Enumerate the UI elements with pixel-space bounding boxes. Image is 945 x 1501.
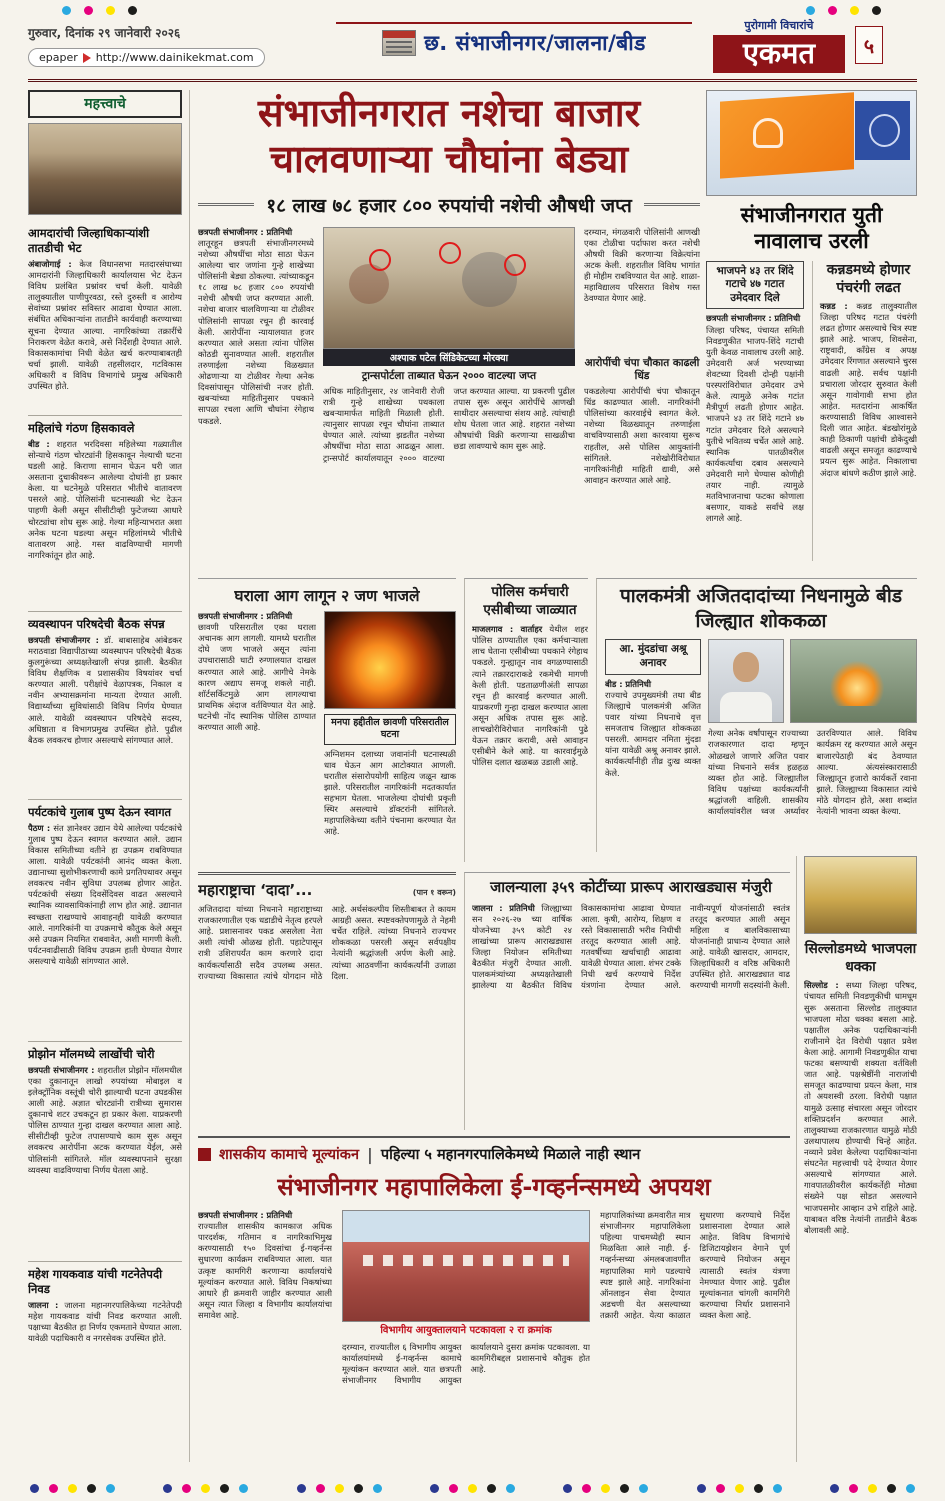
story-headline: व्यवस्थापन परिषदेची बैठक संपन्न xyxy=(28,616,165,631)
dateline: अंबाजोगाई : xyxy=(28,258,72,269)
alliance-headline: संभाजीनगरात युती नावालाच उरली xyxy=(740,203,883,254)
kicker-logo-icon xyxy=(198,1148,211,1161)
header-right xyxy=(713,18,883,73)
yellow-dot xyxy=(106,6,115,15)
fire-col-left xyxy=(198,611,316,847)
epaper-url[interactable]: http://www.dainikekmat.com xyxy=(95,51,254,64)
story-body xyxy=(28,439,182,605)
alliance-col-left xyxy=(706,261,804,561)
portrait-torso xyxy=(720,692,772,722)
party-flags-photo xyxy=(706,90,917,196)
lead-crosshead-right: आरोपींची चंपा चौकात काढली धिंड xyxy=(584,356,700,382)
body-text: कन्नड तालुक्यातील जिल्हा परिषद गटात पंचरंगी लढत होणार असल्याचे चित्र स्पष्ट झाले आहे. भाजप, शिवसेना, राष्ट्रवादी, काँग्रेस व अपक्ष उमेदवार रिंगणात असल्याने चुरस वाढली आहे. सर्वच पक्षांनी प्रचाराला जोरदार सुरुवात केली असून गावोगावी सभा होत आहेत. मतदारांना आकर्षित करण्यासाठी विविध आश्वासने दिली जात आहेत. बंडखोरांमुळे काही ठिकाणी पक्षांची डोकेदुखी वाढली असून समजूत काढण्याचे प्रयत्न सुरू आहेत. निकालाचा अंदाज बांधणे कठीण झाले आहे. xyxy=(820,300,917,478)
page-header xyxy=(28,16,917,82)
dateline: जालना : xyxy=(28,1299,59,1310)
header-center xyxy=(336,22,692,60)
alliance-box: भाजपने ४३ तर शिंदे गटाचे ४७ गटात उमेदवार दिले xyxy=(706,261,804,310)
municipal-building-photo xyxy=(342,1210,590,1322)
marked-face-circle xyxy=(439,242,461,264)
body-text: जालना महानगरपालिकेच्या गटनेतेपदी महेश गायकवाड यांची निवड करण्यात आली. पक्षाच्या बैठकीत हा निर्णय एकमताने घेण्यात आला. यावेळी पदाधिकारी व नगरसेवक उपस्थित होते. xyxy=(28,1299,182,1343)
body-text: लातूरहून छत्रपती संभाजीनगरमध्ये नशेच्या औषधींचा मोठा साठा घेऊन आलेल्या चार जणांना गुन्हे शाखेच्या पोलिसांनी बेड्या ठोकल्या. त्यांच्याकडून १८ लाख ७८ हजार ८०० रुपयांची नशेची औषधी जप्त करण्यात आली. नशेचा बाजार चालविणाऱ्या या टोळीवर पोलिसांनी सापळा रचून ही कारवाई केली. आरोपींना न्यायालयात हजर करण्यात आले असता त्यांना पोलिस कोठडी सुनावण्यात आली. शहरातील तरुणाईला नशेच्या विळख्यात ओढणाऱ्या या टोळीवर गेल्या अनेक दिवसांपासून पोलिसांची नजर होती. खबऱ्यांच्या माहितीनुसार पथकाने सापळा रचला आणि चौघांना रंगेहाथ पकडले. xyxy=(198,237,314,426)
dot-group xyxy=(163,1484,248,1493)
kannad-story xyxy=(812,261,917,561)
body-text: जिल्हा परिषद, पंचायत समिती निवडणुकीत भाजप-शिंदे गटाची युती केवळ नावालाच उरली आहे. उमेदवारी अर्ज भरण्याच्या शेवटच्या दिवशी दोन्ही पक्षांनी परस्परांविरोधात उमेदवार उभे केले. त्यामुळे अनेक गटांत मैत्रीपूर्ण लढती होणार आहेत. भाजपने ४३ तर शिंदे गटाने ४७ गटांत उमेदवार दिले असल्याने युतीचे भवितव्य चर्चेत आले आहे. स्थानिक पातळीवरील कार्यकर्त्यांचा दबाव असल्याने उमेदवारी मागे घेण्यास कोणीही तयार नाही. त्यामुळे मतविभाजनाचा फटका कोणाला बसणार, याकडे सर्वांचे लक्ष लागले आहे. xyxy=(706,324,804,524)
left-rail xyxy=(28,90,190,1462)
lead-photo xyxy=(323,227,575,349)
epaper-label: epaper xyxy=(39,51,78,64)
lead-photo-caption: अश्पाक पटेल सिंडिकेटच्या मोरक्या xyxy=(323,349,575,366)
egov-col-left xyxy=(198,1210,332,1452)
story-body xyxy=(28,635,182,793)
story-headline: आमदारांची जिल्हाधिकाऱ्यांशी तातडीची भेट xyxy=(28,226,150,255)
dada-headline: महाराष्ट्राचा ‘दादा’... xyxy=(198,881,313,899)
body-text: राज्यातील शासकीय कामकाज अधिक पारदर्शक, गतिमान व नागरिकाभिमुख करण्यासाठी १५० दिवसांचा ई-गव्हर्नन्स सुधारणा कार्यक्रम राबविण्यात आला. यात उत्कृष्ट कामगिरी करणाऱ्या कार्यालयांचे मूल्यांकन करण्यात आले. विविध निकषांच्या आधारे ही क्रमवारी जाहीर करण्यात आली असून त्यात जिल्हा व विभागीय कार्यालयांचा समावेश आहे. xyxy=(198,1221,332,1320)
marked-face-circle xyxy=(504,254,526,276)
registration-marks-top-left xyxy=(62,6,137,15)
rail-story-mall-theft xyxy=(28,1041,182,1255)
lead-mid-columns: अधिक माहितीनुसार, २४ जानेवारी रोजी रात्री गुन्हे शाखेच्या पथकाला खबऱ्यामार्फत माहिती मिळाली होती. त्यानुसार सापळा रचून चौघांना ताब्यात घेण्यात आले. त्यांच्या झडतीत नशेच्या औषधींचा मोठा साठा आढळून आला. ट्रान्सपोर्ट कार्यालयातून २००० वाटल्या जप्त करण्यात आल्या. या प्रकरणी पुढील तपास सुरू असून आरोपींचे आणखी साथीदार असल्याचा संशय आहे. त्यांचाही शोध घेतला जात आहे. शहरात नशेच्या औषधांची विक्री करणाऱ्या साखळीचा छडा लावण्याचे काम सुरू आहे. xyxy=(323,385,575,463)
ajit-story xyxy=(596,578,917,852)
body-text: डॉ. बाबासाहेब आंबेडकर मराठवाडा विद्यापीठाच्या व्यवस्थापन परिषदेची बैठक कुलगुरूंच्या अध्यक्षतेखाली संपन्न झाली. बैठकीत विविध शैक्षणिक व प्रशासकीय विषयांवर चर्चा करण्यात आली. परीक्षांचे वेळापत्रक, निकाल व नवीन अभ्यासक्रमांना मान्यता देण्यात आली. विद्यार्थ्यांच्या सुविधांसाठी विविध निर्णय घेण्यात आले. यावेळी व्यवस्थापन परिषदेचे सदस्य, अधिष्ठाता व विभागप्रमुख उपस्थित होते. पुढील बैठक लवकरच होणार असल्याचे सांगण्यात आले. xyxy=(28,634,182,745)
lead-headline: संभाजीनगरात नशेचा बाजार चालवणाऱ्या चौघांना बेड्या xyxy=(257,91,641,182)
dateline: छत्रपती संभाजीनगर : प्रतिनिधी xyxy=(706,313,801,324)
play-icon xyxy=(83,53,91,63)
rail-story-mla-visit xyxy=(28,221,182,409)
lead-crosshead: ट्रान्सपोर्टला ताब्यात घेऊन २००० वाटल्या जप्त xyxy=(361,369,537,382)
body-text: राज्याचे उपमुख्यमंत्री तथा बीड जिल्ह्याचे पालकमंत्री अजित पवार यांच्या निधनाचे वृत्त समजताच जिल्ह्यात शोककळा पसरली. आमदार नमिता मुंदडा यांना यावेळी अश्रू अनावर झाले. कार्यकर्त्यांनीही तीव्र दुःख व्यक्त केले. xyxy=(605,689,701,778)
lotus-symbol xyxy=(753,118,783,148)
body-text: दरम्यान, मंगळवारी पोलिसांनी आणखी एका टोळीचा पर्दाफाश करत नशेची औषधी विक्री करणाऱ्या विक्रेत्यांना अटक केली. शहरातील विविध भागांत ही मोहीम राबविण्यात येत आहे. शाळा-महाविद्यालय परिसरात विशेष गस्त ठेवण्यात येणार आहे. xyxy=(584,226,700,304)
kicker-separator: | xyxy=(367,1144,373,1164)
cyan-dot xyxy=(806,6,815,15)
lead-story xyxy=(198,90,700,570)
dot-group xyxy=(30,1484,115,1493)
dot-group xyxy=(697,1484,782,1493)
story-headline: महिलांचे गंठण हिसकावले xyxy=(28,420,135,435)
dateline: छत्रपती संभाजीनगर : xyxy=(28,634,99,645)
magenta-dot xyxy=(828,6,837,15)
ajit-pawar-portrait xyxy=(708,639,784,723)
dateline: छत्रपती संभाजीनगर : प्रतिनिधी xyxy=(198,1210,293,1220)
rail-story-group-leader xyxy=(28,1261,182,1350)
fire-col-right xyxy=(324,611,456,847)
dot-group xyxy=(563,1484,648,1493)
ajit-headline: पालकमंत्री अजितदादांच्या निधनामुळे बीड जिल्ह्यात शोककळा xyxy=(619,585,902,632)
ajit-body-bottom: गेल्या अनेक वर्षांपासून राज्याच्या राजकारणात दादा म्हणून ओळखले जाणारे अजित पवार यांच्या निधनाने सर्वत्र हळहळ व्यक्त होत आहे. जिल्ह्यातील विविध पक्षांच्या कार्यकर्त्यांनी श्रद्धांजली वाहिली. शासकीय कार्यालयांवरील ध्वज अर्ध्यावर उतरविण्यात आले. विविध कार्यक्रम रद्द करण्यात आले असून बाजारपेठाही बंद ठेवण्यात आल्या. अंत्यसंस्कारासाठी जिल्ह्यातून हजारो कार्यकर्ते रवाना झाले. जिल्ह्याच्या विकासात त्यांचे मोठे योगदान होते, अशा शब्दांत नेत्यांनी भावना व्यक्त केल्या. xyxy=(708,728,917,817)
felicitation-photo xyxy=(804,856,917,934)
blue-flag xyxy=(855,101,909,159)
header-left xyxy=(28,24,265,67)
fire-story xyxy=(198,578,456,862)
rail-group-photo xyxy=(28,123,182,215)
black-dot xyxy=(872,6,881,15)
body-text: शहरात भरदिवसा महिलेच्या गळ्यातील सोन्याचे गंठण चोरट्यांनी हिसकावून नेल्याची घटना घडली आहे. किराणा सामान घेऊन घरी जात असताना दुचाकीवरून आलेल्या दोघांनी हा प्रकार केला. या घटनेमुळे परिसरात भीतीचे वातावरण पसरले आहे. पोलिसांनी घटनास्थळी भेट देऊन पाहणी केली असून सीसीटीव्ही फुटेजच्या आधारे चोरट्यांचा शोध सुरू आहे. गेल्या महिन्याभरात अशा अनेक घटना घडल्या असून महिलांमध्ये भीतीचे वातावरण आहे. गस्त वाढविण्याची मागणी नागरिकांतून होत आहे. xyxy=(28,438,182,560)
rail-story-tourists-roses xyxy=(28,799,182,1035)
yellow-dot xyxy=(850,6,859,15)
dada-body: अजितदादा यांच्या निधनाने महाराष्ट्राच्या राजकारणातील एक धडाडीचे नेतृत्व हरपले आहे. प्रशासनावर पकड असलेला नेता अशी त्यांची ओळख होती. पहाटेपासून रात्री उशिरापर्यंत काम करणारे दादा कार्यकर्त्यांसाठी सदैव उपलब्ध असत. राज्याच्या विकासात त्यांचे योगदान मोठे आहे. अर्थसंकल्पीय शिस्तीबाबत ते कायम आग्रही असत. स्पष्टवक्तेपणामुळे ते नेहमी चर्चेत राहिले. त्यांच्या निधनाने राज्यभर शोककळा पसरली असून सर्वपक्षीय नेत्यांनी श्रद्धांजली अर्पण केली आहे. त्यांच्या आठवणींना कार्यकर्त्यांनी उजाळा दिला. xyxy=(198,904,456,981)
lead-body xyxy=(198,227,700,545)
egov-kicker xyxy=(198,1144,790,1164)
dateline: छत्रपती संभाजीनगर : xyxy=(28,1064,95,1075)
story-headline: महेश गायकवाड यांची गटनेतेपदी निवड xyxy=(28,1266,163,1296)
alliance-story xyxy=(706,90,917,570)
rail-title: महत्त्वाचे xyxy=(28,90,182,118)
body-text: येथील शहर पोलिस ठाण्यातील एका कर्मचाऱ्याला लाच घेताना एसीबीच्या पथकाने रंगेहाथ पकडले. गुन्ह्यातून नाव वगळण्यासाठी त्याने तक्रारदाराकडे रकमेची मागणी केली होती. पडताळणीअंती सापळा रचून ही कारवाई करण्यात आली. याप्रकरणी गुन्हा दाखल करण्यात आला असून अधिक तपास सुरू आहे. लाचखोरीविरोधात नागरिकांनी पुढे येऊन तक्रार करावी, असे आवाहन एसीबीने केले आहे. या कारवाईमुळे पोलिस दलात खळबळ उडाली आहे. xyxy=(472,624,588,768)
body-text: शहरातील प्रोझोन मॉलमधील एका दुकानातून लाखो रुपयांच्या मोबाइल व इलेक्ट्रॉनिक वस्तूंची चोरी झाल्याची घटना उघडकीस आली आहे. अज्ञात चोरट्यांनी रात्रीच्या सुमारास दुकानाचे शटर उचकटून हा प्रकार केला. याप्रकरणी पोलिस ठाण्यात गुन्हा दाखल करण्यात आला आहे. सीसीटीव्ही फुटेज तपासण्याचे काम सुरू असून लवकरच आरोपींना अटक करण्यात येईल, असे पोलिसांनी सांगितले. मॉल व्यवस्थापनाने सुरक्षा व्यवस्था वाढविण्याचा निर्णय घेतला आहे. xyxy=(28,1064,182,1175)
rail-story-necklace xyxy=(28,415,182,605)
story-body xyxy=(28,259,182,409)
masthead-logo: एकमत xyxy=(713,35,845,73)
kicker-label: शासकीय कामाचे मूल्यांकन xyxy=(219,1147,359,1163)
masthead-tagline: पुरोगामी विचारांचे xyxy=(744,19,814,32)
registration-marks-bottom xyxy=(30,1484,915,1493)
alliance-columns xyxy=(706,261,917,561)
lead-subhead xyxy=(198,192,700,218)
kannad-headline: कन्नडमध्ये होणार पंचरंगी लढत xyxy=(826,261,911,296)
dateline: बीड : xyxy=(28,438,50,449)
cyan-dot xyxy=(62,6,71,15)
lead-col-right xyxy=(584,227,700,545)
acb-headline: पोलिस कर्मचारी एसीबीच्या जाळ्यात xyxy=(483,584,577,618)
bjp-flag xyxy=(720,93,854,179)
body-text: पकडलेल्या आरोपींची चंपा चौकातून धिंड काढण्यात आली. नागरिकांनी पोलिसांच्या कारवाईचे स्वागत केले. नशेच्या विळख्यातून तरुणाईला वाचविण्यासाठी अशा कारवाया सुरूच राहतील, असे पोलिस आयुक्तांनी सांगितले. नशेखोरीविरोधात नागरिकांनीही माहिती द्यावी, असे आवाहन करण्यात आले आहे. xyxy=(584,385,700,485)
jalna-headline: जालन्याला ३५९ कोटींच्या प्रारूप आराखड्यास मंजुरी xyxy=(490,878,772,896)
dateline: कन्नड : xyxy=(820,300,848,311)
kicker-subtext: पहिल्या ५ महानगरपालिकेमध्ये मिळाले नाही स्थान xyxy=(380,1147,641,1163)
fire-highlight-box: मनपा हद्दीतील छावणी परिसरातील घटना xyxy=(324,714,456,745)
egov-middle xyxy=(342,1210,590,1452)
black-dot xyxy=(128,6,137,15)
page-number: ५ xyxy=(855,26,883,64)
egov-mid-body: दरम्यान, राज्यातील ६ विभागीय आयुक्त कार्यालयांमध्ये ई-गव्हर्नन्स कामाचे मूल्यांकन करण्यात आले. यात छत्रपती संभाजीनगर विभागीय आयुक्त कार्यालयाने दुसरा क्रमांक पटकावला. या कामगिरीबद्दल प्रशासनाचे कौतुक होत आहे. xyxy=(342,1341,590,1385)
egov-story xyxy=(198,1136,790,1462)
edition-title: छ. संभाजीनगर/जालना/बीड xyxy=(424,31,646,55)
story-body xyxy=(28,1300,182,1350)
body-text: अग्निशमन दलाच्या जवानांनी घटनास्थळी धाव घेऊन आग आटोक्यात आणली. घरातील संसारोपयोगी साहित्य जळून खाक झाले. परिसरातील नागरिकांनी मदतकार्यात सहभाग घेतला. भाजलेल्या दोघांची प्रकृती स्थिर असल्याचे डॉक्टरांनी सांगितले. महापालिकेच्या वतीने पंचनामा करण्यात येत आहे. xyxy=(324,748,456,837)
jalna-story xyxy=(464,872,790,1130)
egov-col-right: महापालिकांच्या क्रमवारीत मात्र संभाजीनगर महापालिकेला पहिल्या पाचमध्येही स्थान मिळविता आले नाही. ई-गव्हर्नन्सच्या अंमलबजावणीत महापालिका मागे पडल्याचे स्पष्ट झाले आहे. नागरिकांना ऑनलाइन सेवा देण्यात अडचणी येत असल्याच्या तक्रारी आहेत. येत्या काळात सुधारणा करण्याचे निर्देश प्रशासनाला देण्यात आले आहेत. विविध विभागांचे डिजिटायझेशन वेगाने पूर्ण करण्याचे नियोजन असून त्यासाठी स्वतंत्र यंत्रणा नेमण्यात येणार आहे. पुढील मूल्यांकनात चांगली कामगिरी करण्याचा निर्धार प्रशासनाने व्यक्त केला आहे. xyxy=(600,1210,790,1320)
egov-headline: संभाजीनगर महापालिकेला ई-गव्हर्नन्समध्ये अपयश xyxy=(277,1173,711,1201)
epaper-link[interactable] xyxy=(28,48,265,67)
jalna-body xyxy=(472,903,790,1109)
dateline: सिल्लोड : xyxy=(804,980,839,991)
ajit-col-left xyxy=(605,639,701,849)
dot-group xyxy=(830,1484,915,1493)
body-text: जिल्ह्याच्या सन २०२६-२७ च्या वार्षिक योजनेच्या ३५९ कोटी २४ लाखांच्या प्रारूप आराखड्यास जिल्हा नियोजन समितीच्या बैठकीत मंजुरी देण्यात आली. पालकमंत्र्यांच्या अध्यक्षतेखाली झालेल्या या बैठकीत विविध विकासकामांचा आढावा घेण्यात आला. कृषी, आरोग्य, शिक्षण व रस्ते विकासासाठी भरीव निधीची तरतूद करण्यात आली आहे. गतवर्षीच्या खर्चाचाही आढावा यावेळी घेण्यात आला. शंभर टक्के निधी खर्च करण्याचे निर्देश यंत्रणांना देण्यात आले. नावीन्यपूर्ण योजनांसाठी स्वतंत्र तरतूद करण्यात आली असून महिला व बालविकासाच्या योजनांनाही प्राधान्य देण्यात आले आहे. यावेळी खासदार, आमदार, जिल्हाधिकारी व वरिष्ठ अधिकारी उपस्थित होते. आराखड्यात वाढ करण्याची मागणी सदस्यांनी केली. xyxy=(472,902,790,991)
story-body xyxy=(28,1065,182,1255)
acb-story xyxy=(464,578,588,862)
dot-group xyxy=(430,1484,515,1493)
date-line: गुरुवार, दिनांक २९ जानेवारी २०२६ xyxy=(28,26,181,40)
masthead-brand xyxy=(713,18,845,73)
dateline: छत्रपती संभाजीनगर : प्रतिनिधी xyxy=(198,611,293,621)
story-headline: प्रोझोन मॉलमध्ये लाखोंची चोरी xyxy=(28,1046,155,1061)
dada-continuation xyxy=(198,872,456,1130)
ajit-right-area xyxy=(708,639,917,849)
ajit-box: आ. मुंदडांचा अश्रू अनावर xyxy=(605,639,701,674)
fire-headline: घराला आग लागून २ जण भाजले xyxy=(234,587,420,605)
newspaper-stack-icon xyxy=(382,30,416,56)
sillod-story xyxy=(796,856,917,1462)
building-photo-caption: विभागीय आयुक्तालयाने पटकावला २ रा क्रमांक xyxy=(380,1325,552,1336)
body-text: सध्या जिल्हा परिषद, पंचायत समिती निवडणुकीची धामधूम सुरू असताना सिल्लोड तालुक्यात भाजपला मोठा धक्का बसला आहे. पक्षातील अनेक पदाधिकाऱ्यांनी राजीनामे देत विरोधी पक्षात प्रवेश केला आहे. आगामी निवडणुकीत याचा फटका बसण्याची शक्यता वर्तविली जात आहे. पक्षश्रेष्ठींनी नाराजांची समजूत काढण्याचा प्रयत्न केला, मात्र तो अयशस्वी ठरला. विरोधी पक्षात यामुळे उत्साह संचारला असून जोरदार शक्तिप्रदर्शन करण्यात आले. तालुक्याच्या राजकारणात यामुळे मोठी उलथापालथ होण्याची चिन्हे आहेत. नव्याने प्रवेश केलेल्या पदाधिकाऱ्यांना संघटनेत महत्त्वाची पदे देण्यात येणार असल्याचे सांगण्यात आले. गावपातळीवरील कार्यकर्तेही मोठ्या संख्येने पक्ष सोडत असल्याने भाजपसमोर आव्हान उभे राहिले आहे. याबाबत वरिष्ठ नेत्यांनी तातडीने बैठक बोलावली आहे. xyxy=(804,980,917,1235)
story-headline: पर्यटकांचे गुलाब पुष्प देऊन स्वागत xyxy=(28,804,172,819)
dateline: जालना : प्रतिनिधी xyxy=(472,902,535,913)
continued-note: (पान १ वरून) xyxy=(412,888,456,897)
body-text: संत ज्ञानेश्वर उद्यान येथे आलेल्या पर्यटकांचे गुलाब पुष्प देऊन स्वागत करण्यात आले. उद्यान विकास समितीच्या वतीने हा उपक्रम राबविण्यात आला. यावेळी पर्यटकांनी आनंद व्यक्त केला. उद्यानाच्या सुशोभीकरणाची कामे प्रगतिपथावर असून लवकरच नवीन सुविधा उपलब्ध होणार आहेत. पर्यटकांची संख्या दिवसेंदिवस वाढत असल्याने स्थानिक व्यावसायिकांनाही लाभ होत आहे. उद्यानात स्वच्छता राखण्याचे आवाहनही यावेळी करण्यात आले. नागरिकांनी या उपक्रमाचे कौतुक केले असून असे उपक्रम नियमित राबवावेत, अशी मागणी केली. पर्यटनवाढीसाठी विविध उपक्रम हाती घेण्यात येणार असल्याचे यावेळी सांगण्यात आले. xyxy=(28,822,182,966)
lead-col-left xyxy=(198,227,314,545)
fire-photo xyxy=(324,611,456,709)
dateline: बीड : प्रतिनिधी xyxy=(605,678,652,689)
dateline: माजलगाव : वार्ताहर xyxy=(472,624,543,635)
story-body xyxy=(28,823,182,1035)
lead-subhead-text: १८ लाख ७८ हजार ८०० रुपयांची नशेची औषधी जप्त xyxy=(266,194,632,217)
body-text: केज विधानसभा मतदारसंघाच्या आमदारांनी जिल्हाधिकारी कार्यालयास भेट देऊन विविध प्रलंबित प्रश्नांवर चर्चा केली. यावेळी तालुक्यातील पाणीपुरवठा, रस्ते दुरुस्ती व आरोग्य सेवांच्या प्रश्नांवर सविस्तर आढावा घेण्यात आला. संबंधित अधिकाऱ्यांना तातडीने कार्यवाही करण्याच्या सूचना देण्यात आल्या. नागरिकांच्या तक्रारींचे निराकरण वेळेत करावे, असे निर्देशही देण्यात आले. विकासकामांचा निधी वेळेत खर्च करण्याबाबतही चर्चा झाली. यावेळी तहसीलदार, गटविकास अधिकारी व विविध विभागांचे प्रमुख अधिकारी उपस्थित होते. xyxy=(28,258,182,392)
sillod-headline: सिल्लोडमध्ये भाजपला धक्का xyxy=(804,941,917,976)
rail-story-council-meeting xyxy=(28,611,182,793)
portrait-face xyxy=(733,652,759,682)
lead-middle xyxy=(323,227,575,545)
funeral-pyre-photo xyxy=(790,639,917,723)
registration-marks-top-right xyxy=(806,6,881,15)
marked-face-circle xyxy=(369,249,391,271)
dateline: पैठण : xyxy=(28,822,51,833)
dateline: छत्रपती संभाजीनगर : प्रतिनिधी xyxy=(198,226,293,237)
magenta-dot xyxy=(84,6,93,15)
dot-group xyxy=(297,1484,382,1493)
body-text: छावणी परिसरातील एका घराला अचानक आग लागली. यामध्ये घरातील दोघे जण भाजले असून त्यांना उपचारासाठी घाटी रुग्णालयात दाखल करण्यात आले आहे. आगीचे नेमके कारण अद्याप समजू शकले नाही. शॉर्टसर्किटमुळे आग लागल्याचा प्राथमिक अंदाज वर्तविण्यात येत आहे. घटनेची नोंद स्थानिक पोलिस ठाण्यात करण्यात आली आहे. xyxy=(198,622,316,733)
